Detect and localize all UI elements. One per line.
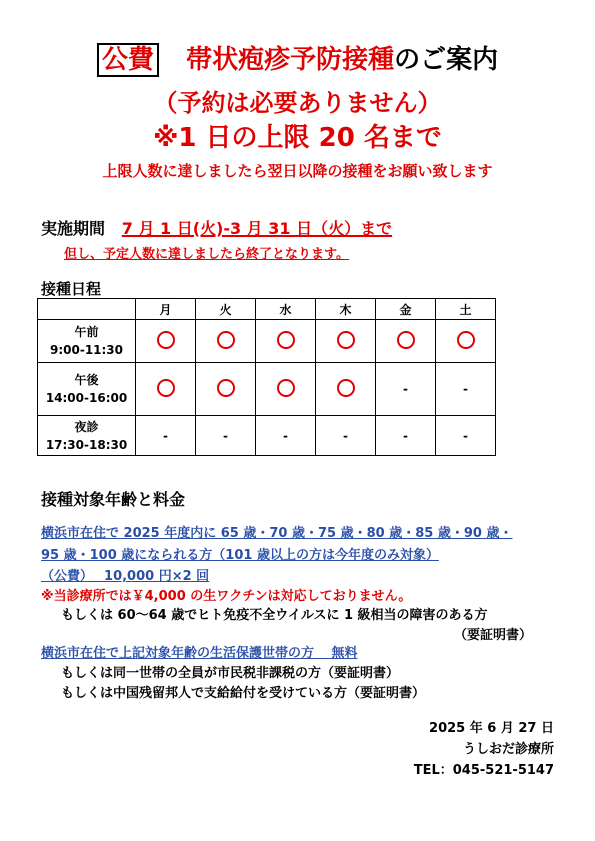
- period-value: 7 月 1 日(火)-3 月 31 日（火）まで: [121, 219, 393, 238]
- availability-cell: -: [196, 416, 256, 456]
- slot-time: 9:00-11:30: [49, 343, 124, 357]
- availability-cell: -: [436, 363, 496, 416]
- available-mark: [157, 331, 175, 349]
- day-header: 金: [376, 299, 436, 320]
- slot-name: 午前: [74, 325, 99, 339]
- available-mark: [217, 379, 235, 397]
- available-mark: [337, 331, 355, 349]
- period-row: [41, 218, 392, 240]
- certificate-note: （要証明書）: [453, 628, 532, 643]
- slot-name: 夜診: [74, 419, 99, 434]
- live-vaccine-note: ※当診療所では￥4,000 の生ワクチンは対応しておりません。: [41, 589, 412, 604]
- eligibility-line: 95 歳・100 歳になられる方（101 歳以上の方は今年度のみ対象）: [41, 548, 439, 563]
- availability-cell: [256, 320, 316, 363]
- title-suffix: のご案内: [394, 45, 499, 75]
- schedule-heading: 接種日程: [41, 280, 102, 298]
- issue-date: 2025 年 6 月 27 日: [429, 721, 554, 736]
- limit-notice: 上限人数に達しましたら翌日以降の接種をお願い致します: [102, 162, 493, 180]
- availability-cell: [256, 363, 316, 416]
- period-note: 但し、予定人数に達しましたら終了となります。: [64, 247, 349, 262]
- no-reservation-note: （予約は必要ありません）: [153, 89, 442, 117]
- available-mark: [277, 331, 295, 349]
- slot-time: 17:30-18:30: [45, 437, 128, 452]
- eligibility-line: もしくは中国残留邦人で支給給付を受けている方（要証明書）: [61, 686, 426, 701]
- schedule-table: [37, 298, 496, 456]
- availability-cell: [136, 320, 196, 363]
- availability-cell: -: [376, 416, 436, 456]
- availability-cell: [136, 363, 196, 416]
- period-label: 実施期間: [41, 219, 106, 238]
- available-mark: [397, 331, 415, 349]
- eligibility-line: もしくは 60～64 歳でヒト免疫不全ウイルスに 1 級相当の障害のある方: [61, 608, 488, 623]
- availability-cell: [376, 320, 436, 363]
- availability-cell: [316, 320, 376, 363]
- schedule-row: [38, 363, 496, 416]
- day-header: 火: [196, 299, 256, 320]
- available-mark: [277, 379, 295, 397]
- availability-cell: -: [436, 416, 496, 456]
- slot-label-cell: [38, 320, 136, 363]
- schedule-row: [38, 416, 496, 456]
- available-mark: [337, 379, 355, 397]
- slot-label-cell: [38, 416, 136, 456]
- eligibility-line: もしくは同一世帯の全員が市民税非課税の方（要証明書）: [61, 666, 400, 681]
- availability-cell: [196, 320, 256, 363]
- clinic-phone: TEL：045-521-5147: [413, 763, 554, 778]
- free-eligibility-line: 横浜市在住で上記対象年齢の生活保護世帯の方 無料: [41, 646, 358, 661]
- day-header: 水: [256, 299, 316, 320]
- availability-cell: -: [136, 416, 196, 456]
- clinic-name: うしおだ診療所: [462, 742, 554, 757]
- day-header: 月: [136, 299, 196, 320]
- slot-label-cell: [38, 363, 136, 416]
- day-header: 土: [436, 299, 496, 320]
- availability-cell: -: [316, 416, 376, 456]
- schedule-row: [38, 320, 496, 363]
- eligibility-heading: 接種対象年齢と料金: [41, 490, 186, 509]
- schedule-corner-cell: [38, 299, 136, 320]
- available-mark: [457, 331, 475, 349]
- day-header: 木: [316, 299, 376, 320]
- eligibility-line: 横浜市在住で 2025 年度内に 65 歳・70 歳・75 歳・80 歳・85 歳・90 歳・: [41, 526, 513, 541]
- available-mark: [157, 379, 175, 397]
- slot-time: 14:00-16:00: [45, 391, 128, 405]
- availability-cell: [436, 320, 496, 363]
- fee-line: （公費） 10,000 円×2 回: [41, 569, 210, 584]
- daily-limit: ※1 日の上限 20 名まで: [153, 123, 442, 153]
- schedule-header-row: [38, 299, 496, 320]
- availability-cell: -: [256, 416, 316, 456]
- slot-name: 午後: [74, 373, 99, 387]
- public-funding-tag: 公費: [97, 43, 159, 77]
- availability-cell: [196, 363, 256, 416]
- availability-cell: [316, 363, 376, 416]
- page-title: [0, 40, 595, 80]
- availability-cell: -: [376, 363, 436, 416]
- available-mark: [217, 331, 235, 349]
- title-vaccine-name: 帯状疱疹予防接種: [186, 45, 395, 75]
